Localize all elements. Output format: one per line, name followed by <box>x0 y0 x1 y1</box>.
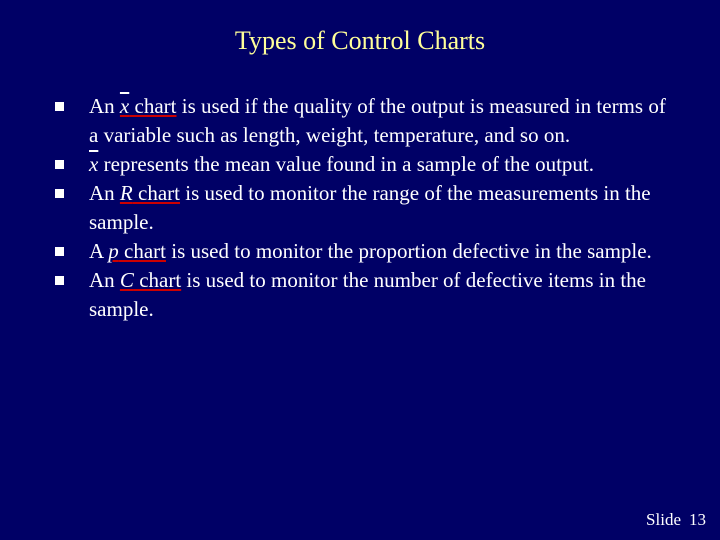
bullet-item-xbar-definition <box>52 150 672 179</box>
square-bullet-icon <box>55 276 64 285</box>
slide-title: Types of Control Charts <box>234 26 486 55</box>
r-symbol: R <box>119 181 133 205</box>
slide-footer <box>646 510 706 530</box>
chart-word: chart <box>133 268 182 292</box>
bullet-prefix: An <box>89 268 120 292</box>
bullet-text: represents the mean value found in a sample of the output. <box>98 152 595 176</box>
bullet-list <box>52 92 672 324</box>
chart-word: chart <box>118 239 166 263</box>
chart-name <box>120 268 181 292</box>
bullet-prefix: A <box>89 239 109 263</box>
x-bar-symbol: $\overline{x}$ <box>89 152 99 176</box>
bullet-text: is used if the quality of the output is measured in terms of a variable such as length, weight, temperature, and so on. <box>89 94 666 147</box>
slide-label: Slide <box>646 510 681 529</box>
square-bullet-icon <box>55 160 64 169</box>
square-bullet-icon <box>55 189 64 198</box>
bullet-prefix: An <box>89 181 120 205</box>
chart-word: chart <box>129 94 177 118</box>
bullet-item-p-chart <box>52 237 672 266</box>
chart-word: chart <box>132 181 180 205</box>
bullet-text: is used to monitor the range of the measurements in the sample. <box>89 181 651 234</box>
chart-name <box>120 94 177 118</box>
c-symbol: C <box>119 268 134 292</box>
p-symbol: p <box>108 239 119 263</box>
x-bar-symbol: x <box>119 94 130 118</box>
bullet-prefix: An <box>89 94 120 118</box>
chart-name <box>120 181 180 205</box>
square-bullet-icon <box>55 247 64 256</box>
chart-name <box>108 239 166 263</box>
bullet-item-xbar-chart <box>52 92 672 150</box>
slide-number: 13 <box>689 510 706 529</box>
bullet-text: is used to monitor the proportion defective in the sample. <box>166 239 652 263</box>
bullet-item-c-chart <box>52 266 672 324</box>
bullet-item-r-chart <box>52 179 672 237</box>
square-bullet-icon <box>55 102 64 111</box>
bullet-text: is used to monitor the number of defective items in the sample. <box>89 268 646 321</box>
